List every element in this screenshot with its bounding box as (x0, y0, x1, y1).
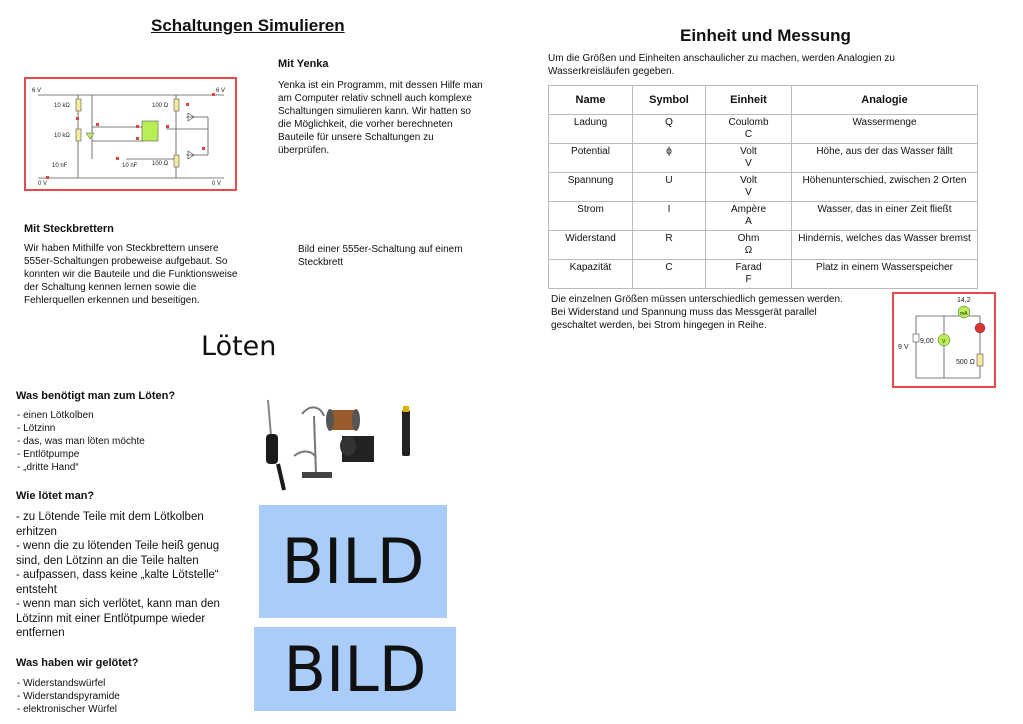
table-row (549, 202, 978, 231)
cell-symbol: U (633, 173, 706, 202)
unit-symbol: V (745, 187, 752, 198)
cell-symbol: ϕ (633, 144, 706, 173)
loeten-title: Löten (201, 331, 277, 362)
measurement-circuit-diagram (892, 292, 996, 388)
list-item: - aufpassen, dass keine „kalte Lötstelle“ entsteht (16, 569, 219, 596)
cell-analogy: Wassermenge (792, 115, 978, 144)
battery-voltage: 9 V (898, 344, 909, 351)
needed-list (17, 409, 145, 474)
voltmeter-reading: 9,00 (920, 338, 934, 345)
cell-unit (706, 173, 792, 202)
measurement-note: Die einzelnen Größen müssen unterschiedlich gemessen werden. Bei Widerstand und Spannung muss das Messgerät parallel geschaltet werden, bei Strom hingegen in Reihe. (551, 294, 843, 331)
cell-name: Ladung (549, 115, 633, 144)
cell-unit (706, 144, 792, 173)
label-6v-right: 6 V (216, 88, 226, 94)
cell-name: Kapazität (549, 260, 633, 289)
unit-name: Farad (735, 262, 762, 273)
question-what-needed: Was benötigt man zum Löten? (16, 390, 176, 402)
unit-symbol: Ω (744, 245, 753, 256)
ammeter-reading: 14,2 (957, 297, 971, 304)
cell-name: Widerstand (549, 231, 633, 260)
table-row (549, 115, 978, 144)
unit-symbol: V (745, 158, 752, 169)
label-r2: 10 kΩ (54, 133, 70, 139)
cell-name: Strom (549, 202, 633, 231)
question-how-to-solder: Wie lötet man? (16, 490, 95, 502)
unit-name: Coulomb (728, 117, 769, 128)
column-header: Einheit (706, 86, 792, 115)
list-item: - das, was man löten möchte (17, 436, 145, 447)
solder-spool-icon (326, 409, 360, 431)
units-intro-text: Um die Größen und Einheiten anschaulicher zu machen, werden Analogien zu Wasserkreisläufen gegeben. (548, 53, 895, 77)
column-header: Name (549, 86, 633, 115)
soldering-iron-icon (266, 400, 284, 490)
list-item: - zu Lötende Teile mit dem Lötkolben erhitzen (16, 511, 204, 538)
unit-symbol: F (745, 274, 752, 285)
image-placeholder-2: BILD (254, 627, 456, 711)
unit-symbol: A (745, 216, 752, 227)
list-item: - wenn die zu lötenden Teile heiß genug sind, den Lötzinn an die Teile halten (16, 540, 220, 567)
label-c1: 10 nF (52, 163, 68, 169)
how-to-list (16, 510, 238, 641)
steckbrett-image-caption: Bild einer 555er-Schaltung auf einem Steckbrett (298, 244, 463, 268)
steckbrett-text: Wir haben Mithilfe von Steckbrettern unsere 555er-Schaltungen probeweise aufgebaut. So konnten wir die Bauteile und die Funktionsweise der Schaltung kennen lernen sowie die Fehlerquellen erkennen und beseitigen. (24, 243, 238, 306)
label-r1: 10 kΩ (54, 103, 70, 109)
column-header: Symbol (633, 86, 706, 115)
soldering-tools-image (258, 396, 424, 492)
label-r4: 100 Ω (152, 161, 169, 167)
measure-svg (894, 294, 994, 386)
cell-unit (706, 115, 792, 144)
label-0v-right: 0 V (212, 181, 222, 187)
table-row (549, 144, 978, 173)
iron-stand-icon (340, 436, 374, 462)
list-item: - Widerstandspyramide (17, 691, 120, 702)
table-row (549, 260, 978, 289)
label-0v-left: 0 V (38, 181, 48, 187)
unit-name: Volt (740, 175, 757, 186)
desoldering-pump-icon (402, 406, 410, 456)
list-item: - Lötzinn (17, 423, 56, 434)
cell-analogy: Höhenunterschied, zwischen 2 Orten (792, 173, 978, 202)
yenka-text: Yenka ist ein Programm, mit dessen Hilfe man am Computer relativ schnell auch komplexe Schaltungen simulieren kann. Wir hatten so die Möglichkeit, die vorher berechneten Bauteile für unsere Schaltungen zu überprüfen. (278, 80, 483, 156)
units-table (548, 85, 978, 289)
label-6v-left: 6 V (32, 88, 42, 94)
yenka-heading: Mit Yenka (278, 58, 329, 70)
resistor-label: 500 Ω (956, 359, 975, 366)
list-item: - Entlötpumpe (17, 449, 80, 460)
ammeter-unit: mA (960, 311, 968, 317)
page-title: Schaltungen Simulieren (151, 16, 345, 35)
unit-name: Volt (740, 146, 757, 157)
list-item: - „dritte Hand“ (17, 462, 79, 473)
list-item: - elektronischer Würfel (17, 704, 118, 715)
circuit-svg (26, 79, 235, 189)
cell-analogy: Wasser, das in einer Zeit fließt (792, 202, 978, 231)
unit-symbol: C (744, 129, 753, 140)
image-placeholder-1: BILD (259, 505, 447, 618)
cell-analogy: Hindernis, welches das Wasser bremst (792, 231, 978, 260)
list-item: - wenn man sich verlötet, kann man den Lötzinn mit einer Entlötpumpe wieder entfernen (16, 598, 220, 639)
question-what-soldered: Was haben wir gelötet? (16, 657, 139, 669)
cell-symbol: I (633, 202, 706, 231)
voltmeter-unit: V (942, 339, 946, 345)
unit-name: Ampère (730, 204, 766, 215)
cell-unit (706, 231, 792, 260)
cell-analogy: Platz in einem Wasserspeicher (792, 260, 978, 289)
cell-name: Potential (549, 144, 633, 173)
label-r3: 100 Ω (152, 103, 169, 109)
cell-symbol: C (633, 260, 706, 289)
yenka-circuit-diagram (24, 77, 237, 191)
unit-name: Ohm (737, 233, 760, 244)
column-header: Analogie (792, 86, 978, 115)
table-header-row (549, 86, 978, 115)
list-item: - einen Lötkolben (17, 410, 94, 421)
label-c2: 10 nF (122, 163, 138, 169)
list-item: - Widerstandswürfel (17, 678, 106, 689)
table-row (549, 173, 978, 202)
soldered-list (17, 677, 120, 716)
cell-symbol: Q (633, 115, 706, 144)
cell-unit (706, 260, 792, 289)
steckbrett-heading: Mit Steckbrettern (24, 223, 114, 235)
cell-symbol: R (633, 231, 706, 260)
cell-name: Spannung (549, 173, 633, 202)
section-title-units: Einheit und Messung (680, 26, 851, 45)
cell-analogy: Höhe, aus der das Wasser fällt (792, 144, 978, 173)
table-row (549, 231, 978, 260)
cell-unit (706, 202, 792, 231)
